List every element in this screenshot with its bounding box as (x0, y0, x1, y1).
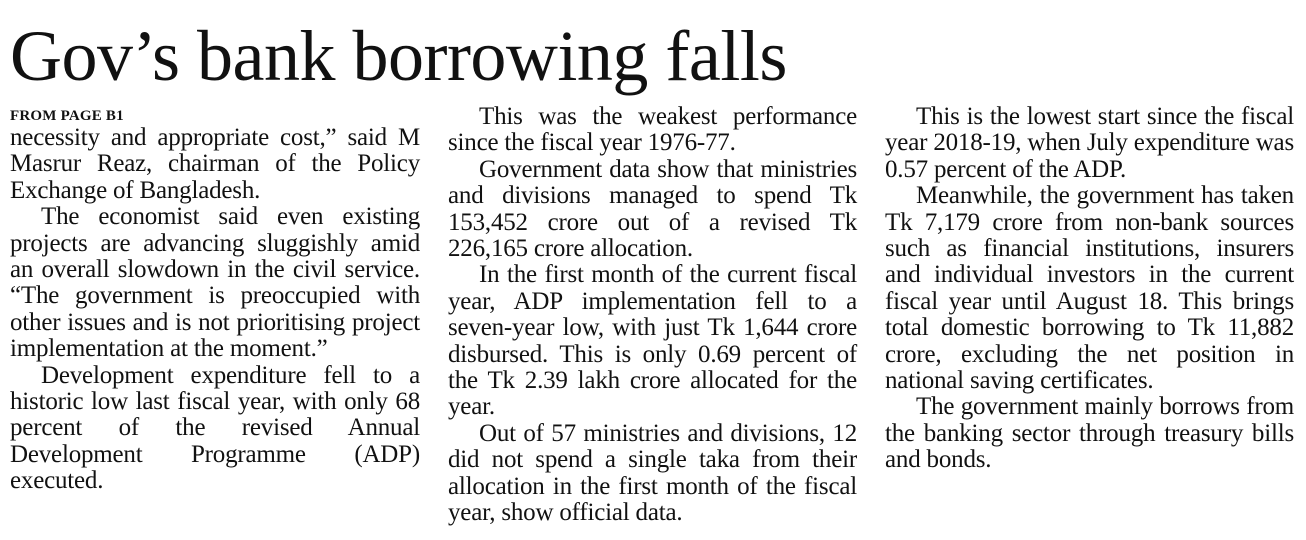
paragraph: necessity and appropriate cost,” said M Masrur Reaz, chairman of the Policy Exchange of Bangladesh. (10, 124, 420, 204)
paragraph: The government mainly borrows from the banking sector through treasury bills and bonds. (885, 393, 1294, 474)
paragraph: Government data show that ministries and divisions managed to spend Tk 153,452 crore out of a revised Tk 226,165 crore allocation. (448, 155, 857, 263)
jump-line: FROM PAGE B1 (10, 108, 124, 124)
article-column-3 (885, 104, 1294, 527)
headline: Gov’s bank borrowing falls (10, 16, 787, 96)
paragraph: Meanwhile, the government has taken Tk 7,179 crore from non-bank sources such as financial institutions, insurers and individual investors in the current fiscal year until August 18. This brings total domestic borrowing to Tk 11,882 crore, excluding the net position in national saving certificates. (885, 182, 1294, 395)
article-columns (10, 104, 1294, 527)
paragraph: This was the weakest performance since the fiscal year 1976-77. (448, 103, 857, 157)
paragraph: In the first month of the current fiscal year, ADP implementation fell to a seven-year low, with just Tk 1,644 crore disbursed. This is only 0.69 percent of the Tk 2.39 lakh crore allocated for the year. (448, 261, 857, 421)
article-column-1 (10, 104, 420, 527)
article-column-2 (448, 104, 857, 527)
paragraph: The economist said even existing projects are advancing sluggishly amid an overall slowdown in the civil service. “The government is preoccupied with other issues and is not prioritising project implementation at the moment.” (10, 203, 420, 363)
paragraph: Development expenditure fell to a historic low last fiscal year, with only 68 percent of the revised Annual Development Programme (ADP) executed. (10, 361, 420, 495)
paragraph: This is the lowest start since the fiscal year 2018-19, when July expenditure was 0.57 percent of the ADP. (885, 103, 1294, 183)
paragraph: Out of 57 ministries and divisions, 12 did not spend a single taka from their allocation in the first month of the fiscal year, show official data. (448, 419, 857, 527)
